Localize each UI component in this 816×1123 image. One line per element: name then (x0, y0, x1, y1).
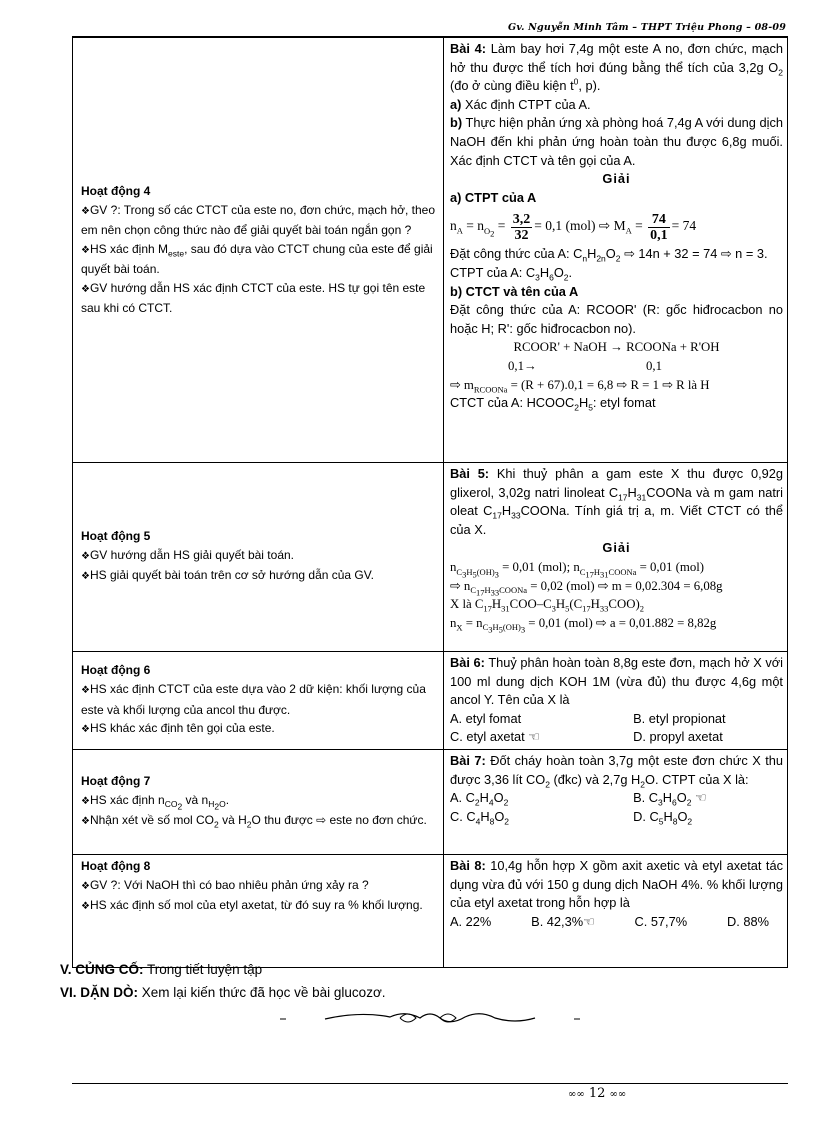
exercise-cell: Bài 8: 10,4g hỗn hợp X gồm axit axetic và etyl axetat tác dụng vừa đủ với 150 g dung dịch NaOH 4%. % khối lượng của etyl axetat trong hỗn hợp là A. 22% B. 42,3%☜ C. 57,7% D. 88% (444, 855, 788, 968)
page-header: Gv. Nguyễn Minh Tâm – THPT Triệu Phong – 08-09 (508, 22, 786, 33)
activity-cell (73, 38, 444, 463)
exercise-cell: Bài 4: Làm bay hơi 7,4g một este A no, đơn chức, mạch hở thu được thể tích hơi đúng bằng thể tích của 3,2g $O_2$ (đo ở cùng điều kiện $t^0$, p). a) Xác định CTPT của A. b) Thực hiện phản ứng xà phòng hoá 7,4g A với dung dịch NaOH đến khi phản ứng hoàn toàn thu được 6,8g muối. Xác định CTCT và tên gọi của A. Giải a) CTPT của A $n_A = n_{O_2}$ = $\frac{3,2}{32}$ = 0,1 (mol) ⇨ $M_A$ = $\frac{74}{0,1}$ = 74 Đặt công thức của A: $C_nH_{2n}O_2$ ⇨ 14n + 32 = 74 ⇨ n = 3. CTPT của A: $C_3H_6O_2$. b) CTCT và tên của A Đặt công thức của A: RCOOR' (R: gốc hiđrocacbon no hoặc H; R': gốc hiđrocacbon no). RCOOR' + NaOH → RCOONa + R'OH 0,1→ 0,1 ⇨ $m_{RCOONa} = (R + 67).0,1 = 6,8$ ⇨ R = 1 ⇨ R là H CTCT của A: $HCOOC_2H_5$: etyl fomat (444, 38, 788, 463)
check-mark-icon: ☜ (528, 729, 540, 745)
activity-step: ❖ HS khác xác định tên gọi của este. (81, 719, 439, 740)
activity-cell (73, 463, 444, 652)
table-row (73, 38, 788, 463)
page-number: ∞∞ 12 ∞∞ (568, 1086, 627, 1101)
check-mark-icon: ☜ (583, 913, 595, 929)
answer-option[interactable]: A. etyl fomat (450, 710, 522, 726)
exercise-label: Bài 4: (450, 41, 487, 56)
activity-step: ❖ HS xác định $n_{CO_2}$ và $n_{H_2O}$. (81, 791, 439, 812)
activity-title: Hoạt động 8 (81, 859, 151, 873)
activity-step: ❖ HS xác định CTCT của este dựa vào 2 dữ kiện: khối lượng của este và khối lượng của ancol thu được. (81, 680, 439, 719)
exercise-label: Bài 8: (450, 858, 486, 873)
ornament-right-icon: ∞∞ (609, 1089, 627, 1100)
table-row (73, 463, 788, 652)
answer-option[interactable]: B. 42,3% (531, 913, 584, 929)
exercise-cell: Bài 7: Đốt cháy hoàn toàn 3,7g một este đơn chức X thu được 3,36 lít $CO_2$ (đkc) và 2,7g $H_2O$. CTPT của X là: A. $C_2H_4O_2$ B. $C_3H_6O_2$ ☜ C. $C_4H_8O_2$ D. $C_5H_8O_2$ (444, 750, 788, 855)
activity-step: ❖ GV ?: Với NaOH thì có bao nhiêu phản ứng xảy ra ? (81, 876, 439, 897)
activity-step: ❖ GV hướng dẫn HS xác định CTCT của este. HS tự gọi tên este sau khi có CTCT. (81, 279, 439, 318)
activity-cell (73, 750, 444, 855)
activity-step: ❖ GV ?: Trong số các CTCT của este no, đơn chức, mạch hở, theo em nên chọn công thức nào để giải quyết bài toán ngắn gọn ? (81, 201, 439, 240)
fraction: $\frac{3,2}{32}$ (512, 211, 531, 243)
activity-title: Hoạt động 7 (81, 774, 151, 789)
homework-line: VI. DẶN DÒ: Xem lại kiến thức đã học về bài glucozơ. (60, 985, 386, 1000)
activity-title: Hoạt động 4 (81, 183, 151, 198)
exercise-label: Bài 6: (450, 655, 485, 670)
activity-step: ❖ Nhận xét về số mol $CO_2$ và $H_2O$ thu được ⇨ este no đơn chức. (81, 811, 439, 832)
solution-heading: Giải (602, 540, 631, 556)
answer-option[interactable]: D. 88% (727, 913, 769, 929)
table-row (73, 652, 788, 750)
activity-cell (73, 652, 444, 750)
activity-title: Hoạt động 5 (81, 529, 151, 544)
activity-step: ❖ HS xác định số mol của etyl axetat, từ đó suy ra % khối lượng. (81, 896, 439, 917)
table-row (73, 750, 788, 855)
activity-step: ❖ HS xác định $M_{este}$, sau đó dựa vào CTCT chung của este để giải quyết bài toán. (81, 240, 439, 279)
answer-option[interactable]: B. $C_3H_6O_2$ ☜ (633, 790, 707, 808)
ornament-divider-icon (270, 1008, 590, 1028)
exercise-label: Bài 5: (450, 466, 490, 481)
answer-option[interactable]: B. etyl propionat (633, 710, 726, 726)
answer-option[interactable]: D. $C_5H_8O_2$ (633, 808, 693, 827)
footer-rule (72, 1083, 788, 1084)
ornament-left-icon: ∞∞ (568, 1089, 585, 1100)
activity-step: ❖ GV hướng dẫn HS giải quyết bài toán. (81, 546, 439, 567)
activity-title: Hoạt động 6 (81, 663, 151, 678)
reaction-equation: RCOOR' + NaOH → RCOONa + R'OH (513, 340, 720, 355)
answer-option[interactable]: C. 57,7% (634, 913, 688, 929)
exercise-label: Bài 7: (450, 753, 486, 768)
consolidation-line: V. CỦNG CỐ: Trong tiết luyện tập (60, 962, 263, 977)
lesson-table (72, 37, 788, 968)
answer-option[interactable]: C. $C_4H_8O_2$ (450, 808, 510, 827)
table-row (73, 855, 788, 968)
answer-option[interactable]: D. propyl axetat (633, 729, 723, 745)
check-mark-icon: ☜ (695, 790, 707, 806)
answer-option[interactable]: A. 22% (450, 913, 492, 929)
answer-option[interactable]: A. $C_2H_4O_2$ (450, 790, 509, 808)
solution-heading: Giải (602, 171, 631, 187)
exercise-cell: Bài 5: Khi thuỷ phân a gam este X thu được 0,92g glixerol, 3,02g natri linoleat $C_{17}H_{31}COONa$ và m gam natri oleat $C_{17}H_{33}COONa$. Tính giá trị a, m. Viết CTCT có thể của X. Giải $n_{C_3H_5(OH)_3} = 0,01$ (mol); $n_{C_{17}H_{31}COONa} = 0,01$ (mol) ⇨ $n_{C_{17}H_{33}COONa} = 0,02$ (mol) ⇨ m = 0,02.304 = 6,08g X là $C_{17}H_{31}COO-C_3H_5(C_{17}H_{33}COO)_2$ $n_X = n_{C_3H_5(OH)_3} = 0,01$ (mol) ⇨ a = 0,01.882 = 8,82g (444, 463, 788, 652)
exercise-cell: Bài 6: Thuỷ phân hoàn toàn 8,8g este đơn, mạch hở X với 100 ml dung dịch KOH 1M (vừa đủ) thu được 4,6g một ancol Y. Tên của X là A. etyl fomat B. etyl propionat C. etyl axetat ☜ D. propyl axetat (444, 652, 788, 750)
activity-step: ❖ HS giải quyết bài toán trên cơ sở hướng dẫn của GV. (81, 566, 439, 587)
answer-option[interactable]: C. etyl axetat (450, 729, 525, 745)
activity-cell (73, 855, 444, 968)
fraction: $\frac{74}{0,1}$ (650, 211, 668, 243)
